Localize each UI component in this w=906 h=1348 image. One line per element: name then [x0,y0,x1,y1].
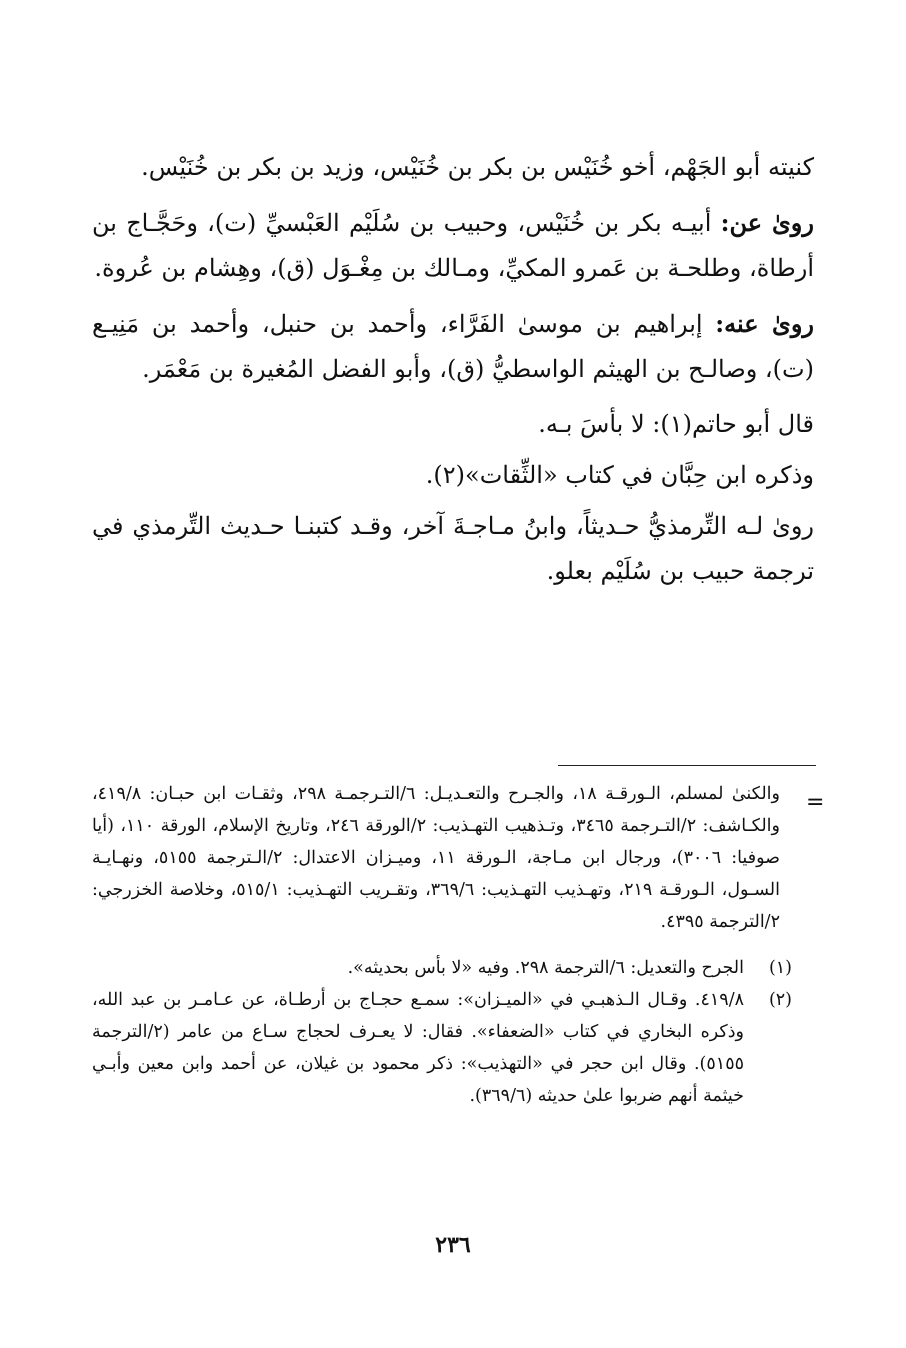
footnote-divider [558,765,816,766]
paragraph-abu-hatim [92,402,814,447]
main-text [92,145,814,604]
footnote-number: (٢) [768,990,792,1010]
paragraph-ibn-hibban [92,453,814,498]
paragraph-text: وذكره ابن حِبَّان في كتاب «الثِّقات»(٢). [425,461,814,489]
footnote-number: (١) [768,958,792,978]
paragraph-text: إبراهيم بن موسىٰ الفَرَّاء، وأحمد بن حنبل، وأحمد بن مَنِيـع (ت)، وصالـح بن الهيثم الواسطيُّ (ق)، وأبو الفضل المُغيرة بن مَعْمَر. [92,310,814,383]
footnote-text: الجرح والتعديل: ٦/الترجمة ٢٩٨. وفيه «لا بأس بحديثه». [347,958,744,978]
paragraph-lead: روىٰ عنه: [715,309,814,338]
footnote-text: ٤١٩/٨. وقـال الـذهبـي في «الميـزان»: سمـع حجـاج بن أرطـاة، عن عـامـر بن عبد الله، وذكره البخاري في كتاب «الضعفاء». فقال: لا يعـرف لحجاج سـاع من عامر (٢/الترجمة ٥١٥٥). وقال ابن حجر في «التهذيب»: ذكر محمود بن غيلان، عن أحمد وابن معين وأبـي خيثمة أنهم ضربوا علىٰ حديثه (٣٦٩/٦). [92,990,744,1106]
continuation-mark: = [806,790,825,815]
paragraph-text: قال أبو حاتم(١): لا بأسَ بـه. [538,410,814,438]
paragraph-text: أبيـه بكر بن خُنَيْس، وحبيب بن سُلَيْم العَبْسيِّ (ت)، وحَجَّـاج بن أرطاة، وطلحـة بن عَمرو المكيِّ، ومـالك بن مِغْـوَل (ق)، وهِشام بن عُروة. [92,209,814,282]
footnotes [92,778,792,1112]
footnote-2 [92,984,792,1112]
paragraph-lead: روىٰ عن: [720,208,814,237]
paragraph-kunya [92,145,814,190]
paragraph-narrated-by [92,301,814,392]
footnote-1 [92,952,792,984]
paragraph-text: كنيته أبو الجَهْم، أخو خُنَيْس بن بكر بن خُنَيْس، وزيد بن بكر بن خُنَيْس. [141,153,814,181]
page-number: ٢٣٦ [435,1232,471,1258]
paragraph-tirmidhi [92,504,814,594]
footnote-continued: والكنىٰ لمسلم، الـورقـة ١٨، والجـرح والتعـديـل: ٦/التـرجمـة ٢٩٨، وثقـات ابن حبـان: ٤١٩/٨، والكـاشف: ٢/التـرجمة ٣٤٦٥، وتـذهيب التهـذيب: ٢/الورقة ٢٤٦، وتاريخ الإسلام، الورقة ١١٠، (أيا صوفيا: ٣٠٠٦)، ورجال ابن مـاجة، الـورقة ١١، وميـزان الاعتدال: ٢/الـترجمة ٥١٥٥، ونهـايـة السـول، الـورقـة ٢١٩، وتهـذيب التهـذيب: ٣٦٩/٦، وتقـريب التهـذيب: ٥١٥/١، وخلاصة الخزرجي: ٢/الترجمة ٤٣٩٥. [92,784,781,932]
paragraph-text: روىٰ لـه التِّرمذيُّ حـديثاً، وابنُ مـاجـةَ آخر، وقـد كتبنـا حـديث التِّرمذي في ترجمة حبيب بن سُلَيْم بعلو. [92,512,814,585]
paragraph-narrated-from [92,200,814,291]
